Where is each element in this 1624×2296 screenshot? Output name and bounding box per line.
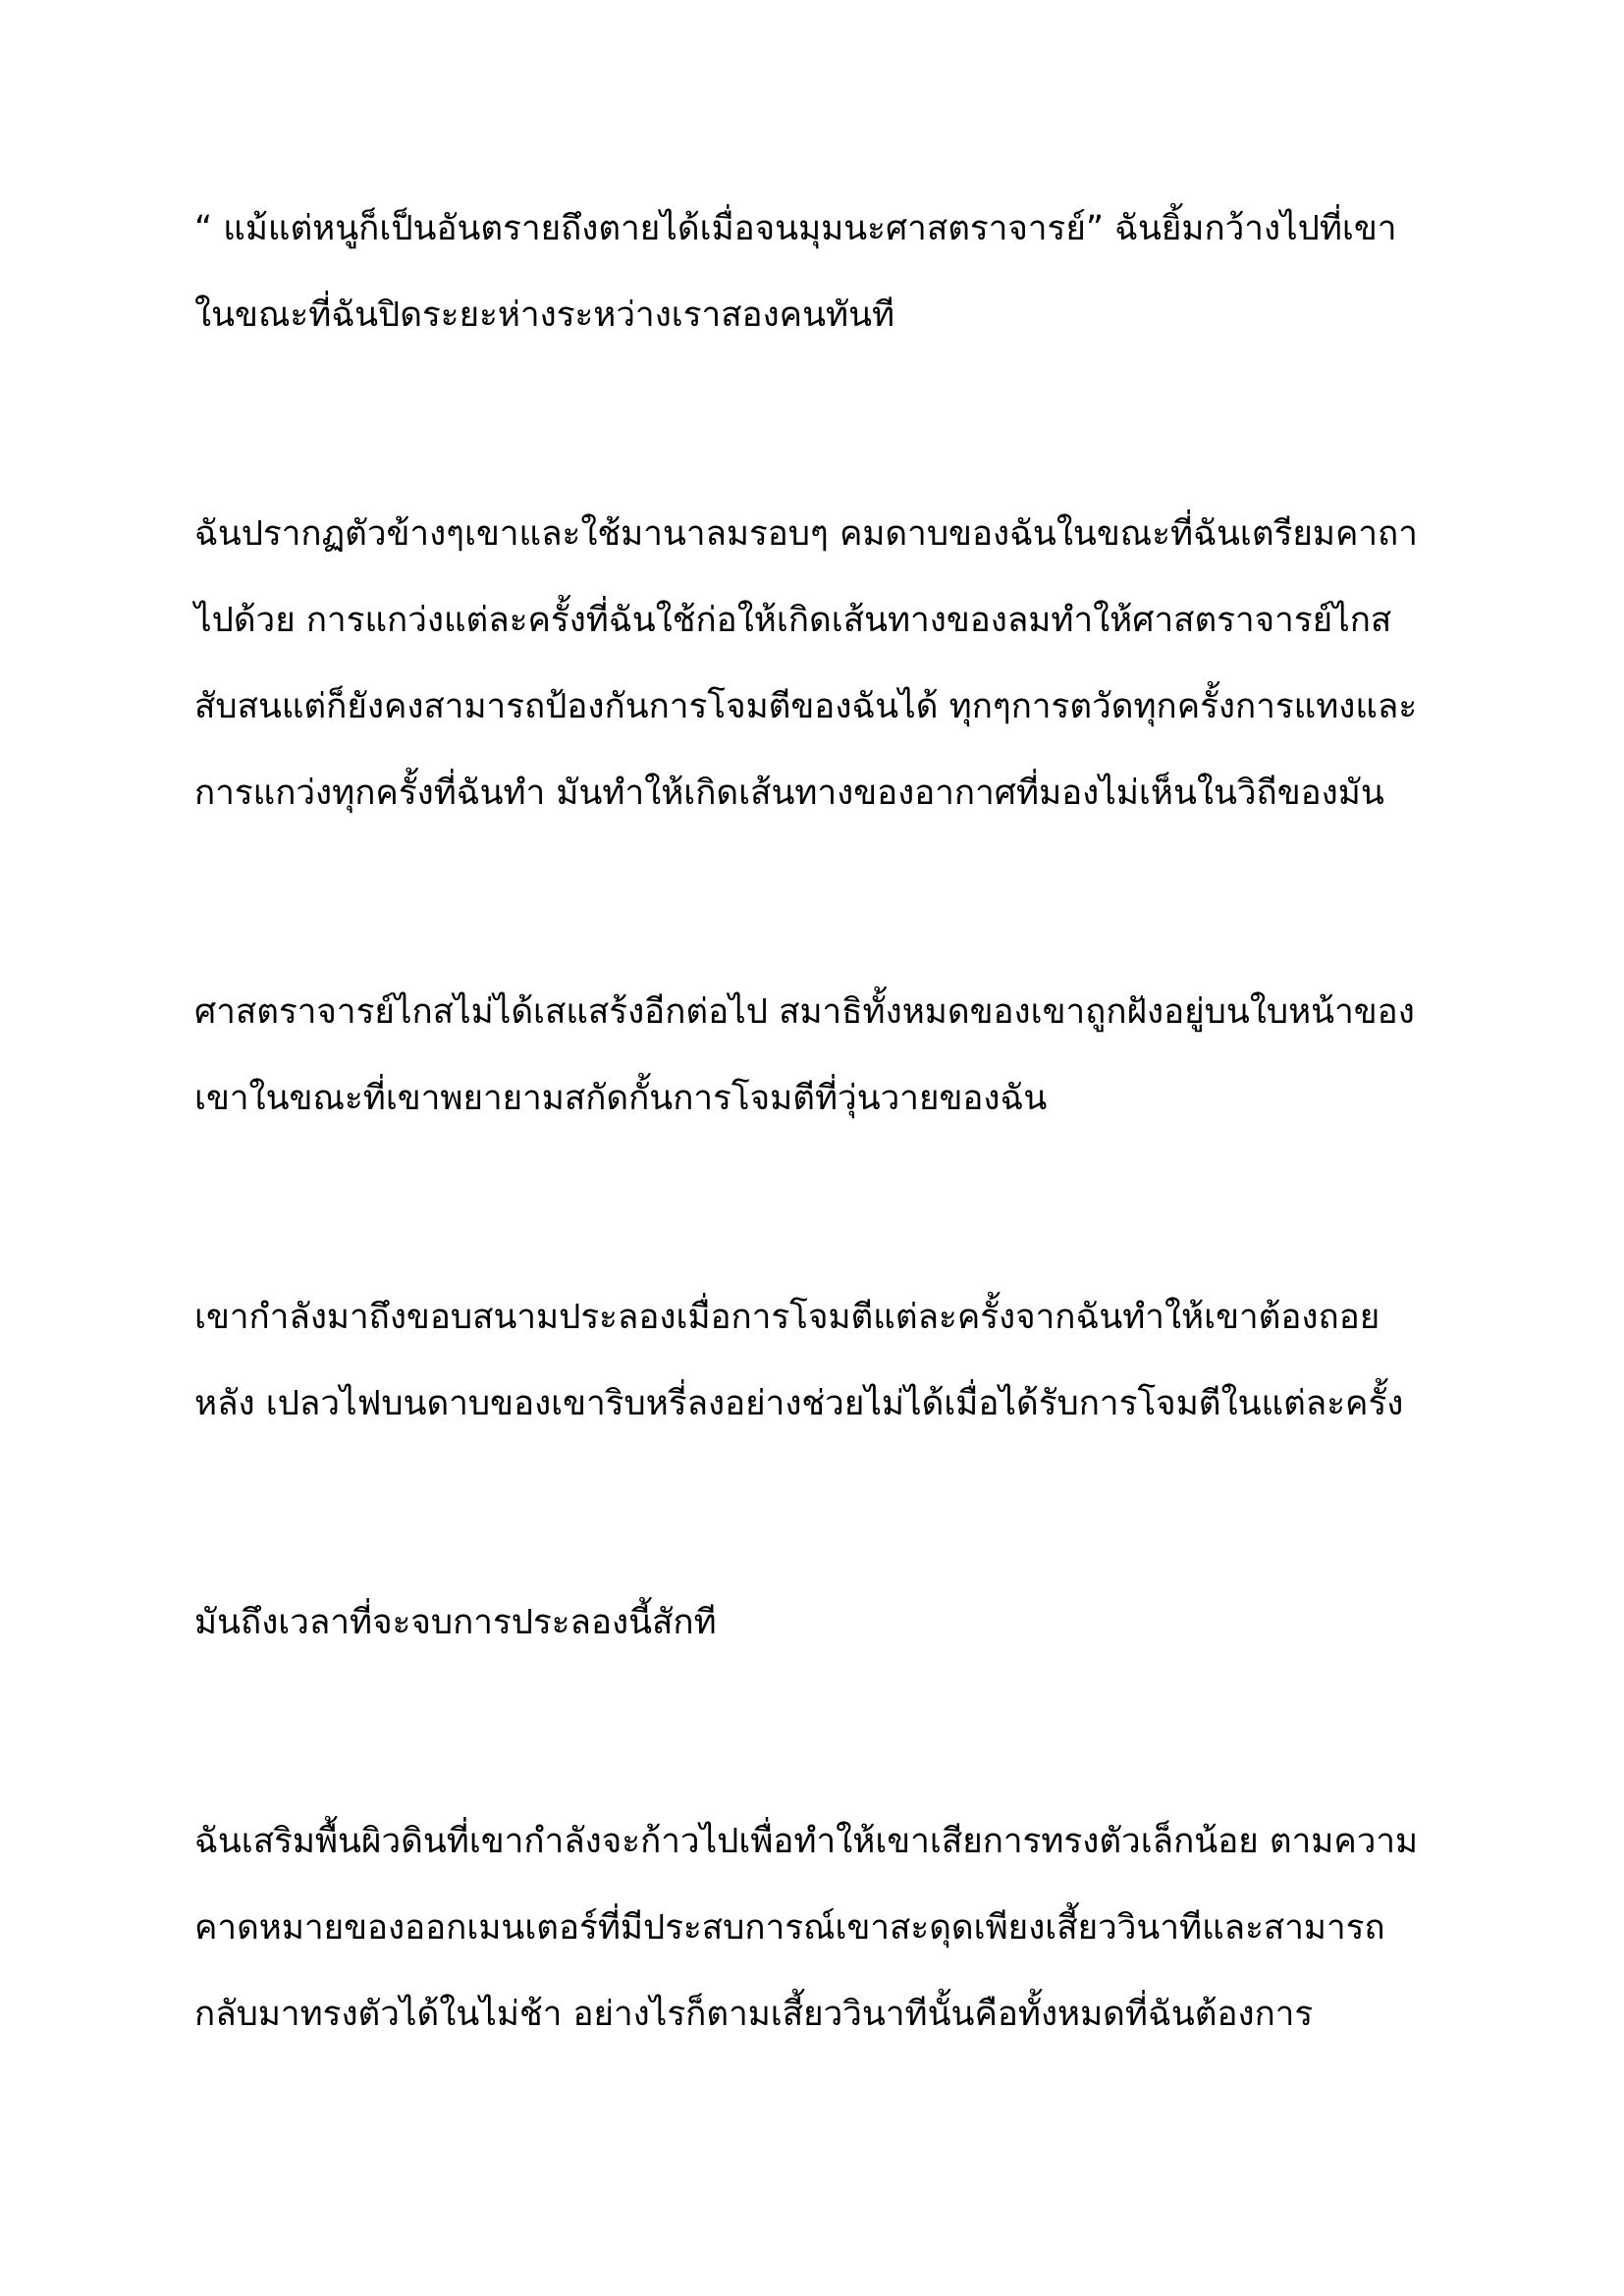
paragraph-1-line-2: ในขณะที่ฉันปิดระยะห่างระหว่างเราสองคนทันที: [194, 295, 895, 335]
paragraph-5-line-1: มันถึงเวลาที่จะจบการประลองนี้สักที: [194, 1603, 717, 1642]
paragraph-3-line-1: ศาสตราจารย์ไกสไม่ได้เสแสร้งอีกต่อไป สมาธิทั้งหมดของเขาถูกฝังอยู่บนใบหน้าของ: [194, 992, 1415, 1032]
paragraph-6-line-3: กลับมาทรงตัวได้ในไม่ช้า อย่างไรก็ตามเสี้ยววินาทีนั้นคือทั้งหมดที่ฉันต้องการ: [194, 1995, 1314, 2034]
paragraph-2-line-4: การแกว่งทุกครั้งที่ฉันทำ มันทำให้เกิดเส้นทางของอากาศที่มองไม่เห็นในวิถีของมัน: [194, 774, 1384, 813]
paragraph-4-line-1: เขากำลังมาถึงขอบสนามประลองเมื่อการโจมตีแต่ละครั้งจากฉันทำให้เขาต้องถอย: [194, 1298, 1380, 1337]
paragraph-6-line-1: ฉันเสริมพื้นผิวดินที่เขากำลังจะก้าวไปเพื่อทำให้เขาเสียการทรงตัวเล็กน้อย ตามความ: [194, 1822, 1419, 1861]
paragraph-2-line-2: ไปด้วย การแกว่งแต่ละครั้งที่ฉันใช้ก่อให้เกิดเส้นทางของลมทำให้ศาสตราจารย์ไกส: [194, 601, 1392, 640]
paragraph-1-line-1: “ แม้แต่หนูก็เป็นอันตรายถึงตายได้เมื่อจนมุมนะศาสตราจารย์” ฉันยิ้มกว้างไปที่เขา: [194, 209, 1397, 248]
paragraph-2-line-1: ฉันปรากฏตัวข้างๆเขาและใช้มานาลมรอบๆ คมดาบของฉันในขณะที่ฉันเตรียมคาถา: [194, 514, 1418, 554]
paragraph-3-line-2: เขาในขณะที่เขาพยายามสกัดกั้นการโจมตีที่วุ่นวายของฉัน: [194, 1079, 1048, 1118]
paragraph-2-line-3: สับสนแต่ก็ยังคงสามารถป้องกันการโจมตีของฉันได้ ทุกๆการตวัดทุกครั้งการแทงและ: [194, 687, 1418, 726]
paragraph-4-line-2: หลัง เปลวไฟบนดาบของเขาริบหรี่ลงอย่างช่วยไม่ได้เมื่อได้รับการโจมตีในแต่ละครั้ง: [194, 1384, 1404, 1423]
paragraph-6-line-2: คาดหมายของออกเมนเตอร์ที่มีประสบการณ์เขาสะดุดเพียงเสี้ยววินาทีและสามารถ: [194, 1908, 1385, 1948]
